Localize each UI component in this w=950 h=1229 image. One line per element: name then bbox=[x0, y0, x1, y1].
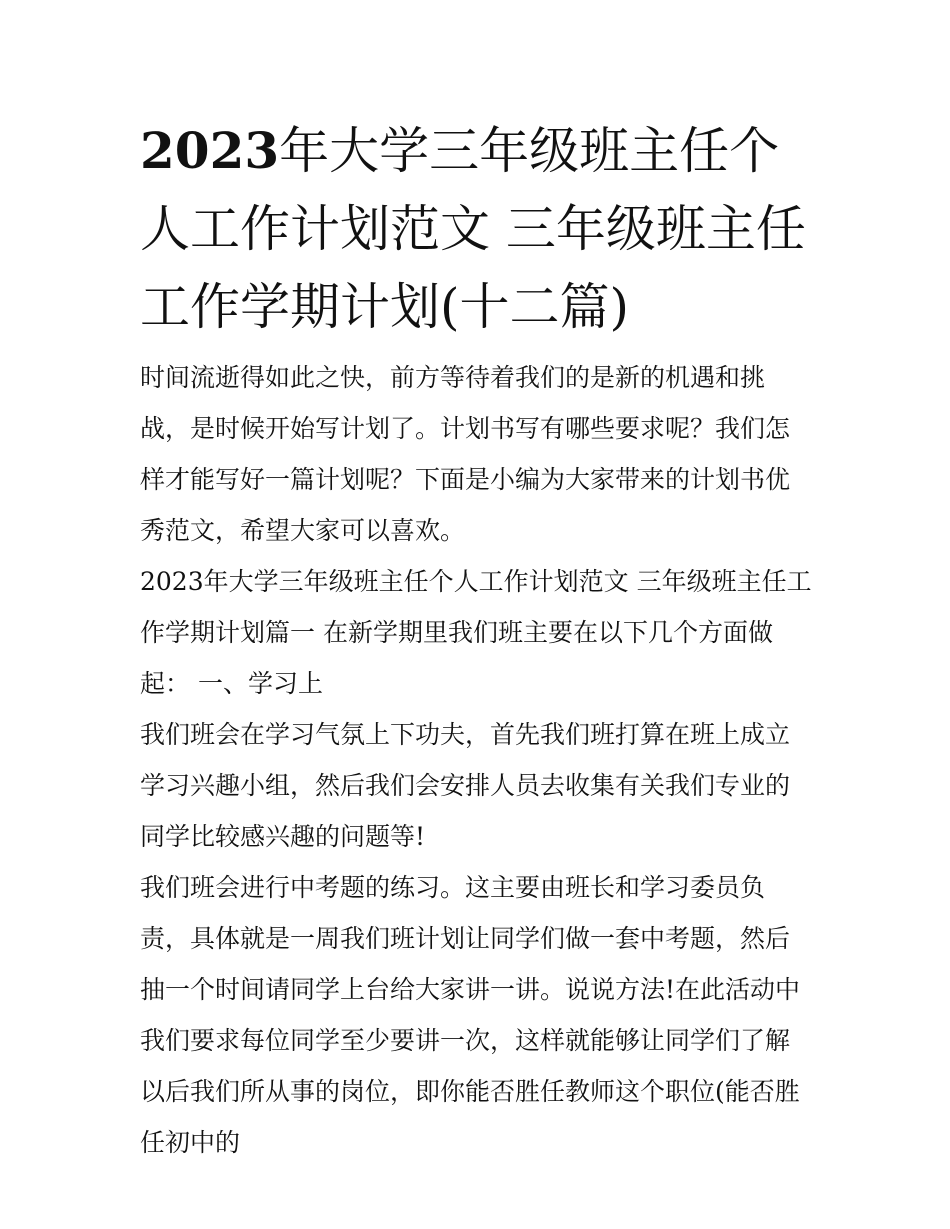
document-title bbox=[140, 112, 812, 346]
paragraph-section-heading: 2023年大学三年级班主任个人工作计划范文 三年级班主任工作学期计划篇一 在新学期里我们班主要在以下几个方面做起： 一、学习上 bbox=[140, 567, 812, 698]
document-page bbox=[140, 112, 812, 1168]
paragraph-exam-practice: 我们班会进行中考题的练习。这主要由班长和学习委员负责，具体就是一周我们班计划让同学们做一套中考题，然后抽一个时间请同学上台给大家讲一讲。说说方法!在此活动中我们要求每位同学至少要讲一次，这样就能够让同学们了解以后我们所从事的岗位，即你能否胜任教师这个职位(能否胜任初中的 bbox=[140, 873, 801, 1157]
title-text: 年大学三年级班主任个人工作计划范文 三年级班主任工作学期计划(十二篇) bbox=[140, 122, 806, 336]
paragraph-study-atmosphere: 我们班会在学习气氛上下功夫，首先我们班打算在班上成立学习兴趣小组，然后我们会安排人员去收集有关我们专业的同学比较感兴趣的问题等! bbox=[140, 720, 791, 851]
title-year: 2023 bbox=[140, 121, 280, 180]
paragraph-intro: 时间流逝得如此之快，前方等待着我们的是新的机遇和挑战，是时候开始写计划了。计划书写有哪些要求呢？我们怎样才能写好一篇计划呢？下面是小编为大家带来的计划书优秀范文，希望大家可以喜欢。 bbox=[140, 363, 791, 545]
